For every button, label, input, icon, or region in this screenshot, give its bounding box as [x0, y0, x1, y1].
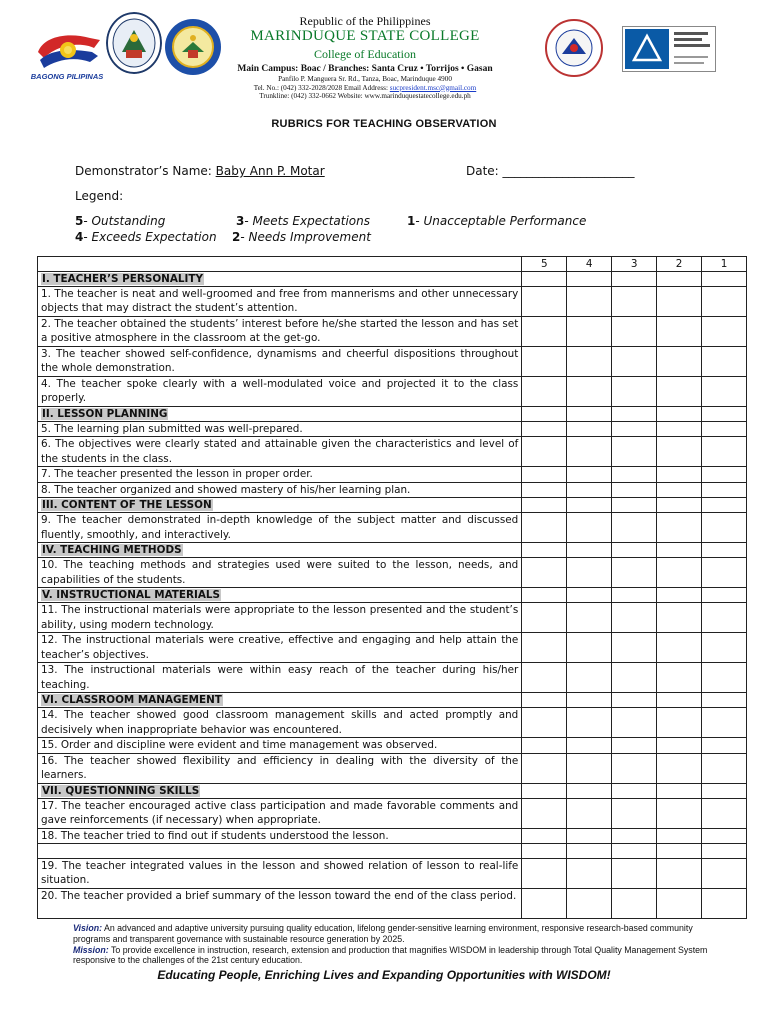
score-cell[interactable] [612, 708, 657, 738]
rubric-table [37, 256, 747, 919]
score-cell[interactable] [522, 859, 567, 889]
score-cell[interactable] [612, 467, 657, 482]
legend-item-5: 5- Outstanding [75, 214, 166, 228]
score-cell[interactable] [657, 753, 702, 783]
score-cell[interactable] [567, 422, 612, 437]
legend-num: 3 [236, 214, 245, 228]
criterion-row [38, 798, 747, 828]
quality-seal-icon [534, 18, 614, 78]
score-cell[interactable] [567, 708, 612, 738]
score-cell[interactable] [567, 498, 612, 513]
score-cell[interactable] [522, 783, 567, 798]
score-cell[interactable] [612, 828, 657, 843]
criterion-text: 19. The teacher integrated values in the lesson and showed relation of lesson to real-life situation. [38, 859, 522, 889]
score-cell[interactable] [567, 437, 612, 467]
score-cell[interactable] [612, 272, 657, 287]
legend-num: 4 [75, 230, 84, 244]
score-cell[interactable] [612, 422, 657, 437]
legend-item-4: 4- Exceeds Expectation [75, 230, 217, 244]
score-cell[interactable] [702, 287, 747, 317]
score-cell[interactable] [657, 422, 702, 437]
score-cell[interactable] [567, 467, 612, 482]
score-cell[interactable] [612, 753, 657, 783]
score-cell[interactable] [567, 543, 612, 558]
section-row [38, 407, 747, 422]
letterhead [0, 0, 768, 112]
criterion-row [38, 663, 747, 693]
letterhead-text [200, 14, 530, 101]
section-cell [38, 783, 522, 798]
score-cell[interactable] [657, 498, 702, 513]
section-heading: V. INSTRUCTIONAL MATERIALS [42, 589, 220, 602]
campus-line: Main Campus: Boac / Branches: Santa Cruz • Torrijos • Gasan [237, 64, 493, 74]
legend-text: Needs Improvement [248, 230, 371, 244]
score-cell[interactable] [567, 738, 612, 753]
score-cell[interactable] [522, 467, 567, 482]
score-cell[interactable] [522, 798, 567, 828]
score-cell[interactable] [702, 798, 747, 828]
score-cell[interactable] [612, 377, 657, 407]
score-cell[interactable] [612, 859, 657, 889]
score-cell[interactable] [522, 347, 567, 377]
score-cell[interactable] [567, 693, 612, 708]
section-row [38, 272, 747, 287]
criterion-row [38, 558, 747, 588]
demonstrator-name: Baby Ann P. Motar [215, 164, 325, 178]
score-cell[interactable] [567, 513, 612, 543]
score-cell[interactable] [567, 859, 612, 889]
score-cell[interactable] [657, 603, 702, 633]
score-cell[interactable] [522, 753, 567, 783]
score-cell[interactable] [612, 482, 657, 497]
vision-mission [73, 923, 713, 966]
score-cell[interactable] [702, 377, 747, 407]
score-cell[interactable] [657, 287, 702, 317]
score-cell[interactable] [702, 467, 747, 482]
criterion-row [38, 708, 747, 738]
score-cell[interactable] [702, 498, 747, 513]
criterion-text: 12. The instructional materials were creative, effective and engaging and help attain the teacher’s objectives. [38, 633, 522, 663]
score-cell[interactable] [567, 633, 612, 663]
legend-item-1: 1- Unacceptable Performance [407, 214, 587, 228]
criterion-row [38, 422, 747, 437]
criterion-text: 18. The teacher tried to find out if students understood the lesson. [38, 828, 522, 843]
score-cell[interactable] [612, 437, 657, 467]
section-row [38, 543, 747, 558]
score-cell[interactable] [657, 798, 702, 828]
republic-line: Republic of the Philippines [299, 14, 431, 28]
score-cell[interactable] [612, 498, 657, 513]
criterion-text: 14. The teacher showed good classroom management skills and acted promptly and decisively when inappropriate behavior was encountered. [38, 708, 522, 738]
score-cell[interactable] [567, 663, 612, 693]
criterion-row [38, 377, 747, 407]
score-cell[interactable] [657, 633, 702, 663]
score-cell[interactable] [657, 317, 702, 347]
score-cell[interactable] [522, 693, 567, 708]
score-cell[interactable] [612, 693, 657, 708]
score-cell[interactable] [657, 889, 702, 919]
motto: Educating People, Enriching Lives and Expanding Opportunities with WISDOM! [157, 968, 611, 982]
score-cell[interactable] [702, 437, 747, 467]
score-cell[interactable] [657, 347, 702, 377]
score-cell[interactable] [567, 558, 612, 588]
score-cell[interactable] [567, 347, 612, 377]
criterion-text: 13. The instructional materials were within easy reach of the teacher during his/her teaching. [38, 663, 522, 693]
score-cell[interactable] [702, 693, 747, 708]
criterion-text: 8. The teacher organized and showed mastery of his/her learning plan. [38, 482, 522, 497]
section-cell [38, 543, 522, 558]
legend-text: Unacceptable Performance [423, 214, 587, 228]
score-cell[interactable] [702, 407, 747, 422]
criterion-text: 6. The objectives were clearly stated and attainable given the characteristics and level of the students in the class. [38, 437, 522, 467]
criterion-row [38, 482, 747, 497]
score-cell[interactable] [657, 693, 702, 708]
score-cell[interactable] [567, 317, 612, 347]
criterion-row [38, 753, 747, 783]
score-cell[interactable] [567, 407, 612, 422]
college-name: MARINDUQUE STATE COLLEGE [250, 28, 480, 44]
section-cell [38, 498, 522, 513]
score-cell[interactable] [702, 783, 747, 798]
contact-line [200, 84, 530, 93]
vision-label: Vision: [73, 923, 102, 933]
score-cell[interactable] [657, 558, 702, 588]
section-heading: VII. QUESTIONNING SKILLS [42, 784, 200, 797]
score-cell[interactable] [522, 498, 567, 513]
email-link[interactable]: sucpresident.msc@gmail.com [389, 83, 477, 92]
score-cell[interactable] [522, 633, 567, 663]
criterion-text: 20. The teacher provided a brief summary of the lesson toward the end of the class period. [38, 889, 522, 919]
score-cell[interactable] [657, 272, 702, 287]
criterion-row [38, 513, 747, 543]
score-cell[interactable] [702, 828, 747, 843]
score-cell[interactable] [522, 889, 567, 919]
score-cell[interactable] [522, 422, 567, 437]
score-cell[interactable] [657, 859, 702, 889]
score-cell[interactable] [612, 588, 657, 603]
criterion-row [38, 347, 747, 377]
score-cell[interactable] [567, 603, 612, 633]
section-heading: III. CONTENT OF THE LESSON [42, 499, 212, 512]
score-cell[interactable] [702, 558, 747, 588]
score-cell[interactable] [612, 844, 657, 859]
score-cell[interactable] [702, 859, 747, 889]
section-row [38, 498, 747, 513]
score-cell[interactable] [702, 347, 747, 377]
score-cell[interactable] [702, 482, 747, 497]
legend-item-3: 3- Meets Expectations [236, 214, 370, 228]
score-cell[interactable] [702, 738, 747, 753]
score-cell[interactable] [702, 603, 747, 633]
criterion-text: 4. The teacher spoke clearly with a well-modulated voice and projected it to the class properly. [38, 377, 522, 407]
score-header: 3 [612, 257, 657, 272]
score-cell[interactable] [522, 738, 567, 753]
score-header: 4 [567, 257, 612, 272]
score-cell[interactable] [567, 377, 612, 407]
score-cell[interactable] [612, 889, 657, 919]
criterion-row [38, 889, 747, 919]
score-cell[interactable] [612, 798, 657, 828]
score-cell[interactable] [522, 513, 567, 543]
score-cell[interactable] [657, 828, 702, 843]
score-cell[interactable] [657, 407, 702, 422]
legend-text: Exceeds Expectation [91, 230, 217, 244]
criterion-row [38, 603, 747, 633]
legend-num: 1 [407, 214, 416, 228]
bagong-pilipinas-text: BAGONG PILIPINAS [30, 72, 104, 81]
score-cell[interactable] [567, 272, 612, 287]
score-cell[interactable] [612, 287, 657, 317]
section-row [38, 783, 747, 798]
score-cell[interactable] [567, 889, 612, 919]
section-cell [38, 588, 522, 603]
score-cell[interactable] [657, 738, 702, 753]
mission-text [73, 945, 713, 967]
score-cell[interactable] [702, 844, 747, 859]
score-cell[interactable] [702, 513, 747, 543]
score-cell[interactable] [612, 663, 657, 693]
score-cell[interactable] [657, 588, 702, 603]
score-cell[interactable] [657, 708, 702, 738]
criterion-text: 17. The teacher encouraged active class participation and made favorable comments and gave reinforcements (if necessary) when appropriate. [38, 798, 522, 828]
score-cell[interactable] [657, 482, 702, 497]
criteria-header [38, 257, 522, 272]
legend-num: 5 [75, 214, 84, 228]
section-cell [38, 272, 522, 287]
date-field: Date: ______________________ [466, 164, 635, 178]
section-row [38, 693, 747, 708]
iso-certification-logo [622, 26, 716, 72]
score-header: 2 [657, 257, 702, 272]
score-cell[interactable] [702, 543, 747, 558]
criterion-text: 15. Order and discipline were evident and time management was observed. [38, 738, 522, 753]
criterion-text: 5. The learning plan submitted was well-prepared. [38, 422, 522, 437]
score-cell[interactable] [522, 377, 567, 407]
score-cell[interactable] [522, 272, 567, 287]
score-cell[interactable] [612, 513, 657, 543]
score-cell[interactable] [522, 287, 567, 317]
rubric-body [38, 272, 747, 919]
score-cell[interactable] [522, 482, 567, 497]
score-cell[interactable] [657, 377, 702, 407]
score-cell[interactable] [522, 603, 567, 633]
section-row [38, 588, 747, 603]
criterion-row [38, 467, 747, 482]
score-cell[interactable] [522, 543, 567, 558]
vision-body: An advanced and adaptive university pursuing quality education, lifelong gender-sensitive learning environment, responsive research-based community programs and transparent governance with sustainable resource generation by 2025. [73, 923, 693, 944]
criterion-text: 1. The teacher is neat and well-groomed and free from mannerisms and other unnecessary objects that may distract the student’s attention. [38, 287, 522, 317]
score-cell[interactable] [702, 422, 747, 437]
score-cell[interactable] [567, 482, 612, 497]
score-cell[interactable] [612, 407, 657, 422]
score-cell[interactable] [702, 633, 747, 663]
section-cell [38, 407, 522, 422]
vision-text [73, 923, 713, 945]
score-cell[interactable] [522, 708, 567, 738]
score-cell[interactable] [702, 317, 747, 347]
legend-num: 2 [232, 230, 241, 244]
score-cell[interactable] [522, 828, 567, 843]
trunkline-line: Trunkline: (042) 332-0662 Website: www.marinduquestatecollege.edu.ph [259, 92, 471, 101]
score-cell[interactable] [567, 783, 612, 798]
score-cell[interactable] [522, 407, 567, 422]
score-cell[interactable] [522, 663, 567, 693]
score-cell[interactable] [702, 889, 747, 919]
criterion-text: 7. The teacher presented the lesson in proper order. [38, 467, 522, 482]
score-cell[interactable] [702, 708, 747, 738]
score-cell[interactable] [612, 633, 657, 663]
criterion-row [38, 859, 747, 889]
score-cell[interactable] [612, 738, 657, 753]
score-cell[interactable] [702, 588, 747, 603]
legend-label: Legend: [75, 189, 124, 203]
criterion-row [38, 317, 747, 347]
score-cell[interactable] [657, 437, 702, 467]
criterion-text: 16. The teacher showed flexibility and efficiency in dealing with the diversity of the learners. [38, 753, 522, 783]
section-cell [38, 693, 522, 708]
criterion-row [38, 633, 747, 663]
criterion-text: 2. The teacher obtained the students’ interest before he/she started the lesson and has set a positive atmosphere in the classroom at the get-go. [38, 317, 522, 347]
score-cell[interactable] [612, 543, 657, 558]
score-cell[interactable] [657, 663, 702, 693]
score-cell[interactable] [567, 844, 612, 859]
criterion-text: 11. The instructional materials were appropriate to the lesson presented and the student’s ability, using modern technology. [38, 603, 522, 633]
score-cell[interactable] [702, 753, 747, 783]
section-heading: VI. CLASSROOM MANAGEMENT [42, 694, 222, 707]
legend-text: Meets Expectations [252, 214, 370, 228]
criterion-text: 10. The teaching methods and strategies used were suited to the lesson, needs, and capabilities of the students. [38, 558, 522, 588]
criterion-text: 9. The teacher demonstrated in-depth knowledge of the subject matter and discussed fluently, smoothly, and interactively. [38, 513, 522, 543]
address-line: Panfilo P. Manguera Sr. Rd., Tanza, Boac, Marinduque 4900 [278, 75, 452, 83]
score-cell[interactable] [522, 437, 567, 467]
score-cell[interactable] [567, 588, 612, 603]
criterion-text [38, 844, 522, 859]
score-cell[interactable] [567, 798, 612, 828]
tel-text: Tel. No.: (042) 332-2028/2028 Email Address: [253, 83, 390, 92]
score-cell[interactable] [522, 844, 567, 859]
department-name: College of Education [314, 47, 416, 61]
score-cell[interactable] [702, 663, 747, 693]
criterion-row [38, 828, 747, 843]
demonstrator-label [75, 164, 325, 178]
score-cell[interactable] [567, 753, 612, 783]
mission-body: To provide excellence in instruction, research, extension and production that magnifies WISDOM in leadership through Total Quality Management System responsive to the challenges of the 21st century education. [73, 944, 708, 966]
score-cell[interactable] [612, 603, 657, 633]
legend-item-2: 2- Needs Improvement [232, 230, 371, 244]
mission-label: Mission: [73, 944, 109, 955]
score-cell[interactable] [657, 783, 702, 798]
demonstrator-label-text: Demonstrator’s Name: [75, 164, 212, 178]
criterion-row [38, 437, 747, 467]
college-seal-icon [106, 12, 162, 74]
score-cell[interactable] [657, 844, 702, 859]
score-cell[interactable] [612, 317, 657, 347]
criterion-text: 3. The teacher showed self-confidence, dynamisms and cheerful dispositions throughout the whole demonstration. [38, 347, 522, 377]
section-heading: II. LESSON PLANNING [42, 408, 168, 420]
score-cell[interactable] [612, 783, 657, 798]
score-header-row [38, 257, 747, 272]
criterion-row [38, 287, 747, 317]
score-header: 1 [702, 257, 747, 272]
score-cell[interactable] [567, 287, 612, 317]
document-title: RUBRICS FOR TEACHING OBSERVATION [271, 118, 497, 130]
criterion-row [38, 844, 747, 859]
score-cell[interactable] [657, 543, 702, 558]
legend-text: Outstanding [91, 214, 166, 228]
score-cell[interactable] [522, 317, 567, 347]
score-cell[interactable] [522, 558, 567, 588]
section-heading: IV. TEACHING METHODS [42, 544, 182, 557]
section-heading: I. TEACHER’S PERSONALITY [42, 273, 203, 285]
score-cell[interactable] [612, 347, 657, 377]
bagong-pilipinas-logo [34, 30, 104, 74]
score-header: 5 [522, 257, 567, 272]
score-cell[interactable] [702, 272, 747, 287]
score-cell[interactable] [522, 588, 567, 603]
score-cell[interactable] [657, 513, 702, 543]
score-cell[interactable] [657, 467, 702, 482]
score-cell[interactable] [612, 558, 657, 588]
criterion-row [38, 738, 747, 753]
score-cell[interactable] [567, 828, 612, 843]
